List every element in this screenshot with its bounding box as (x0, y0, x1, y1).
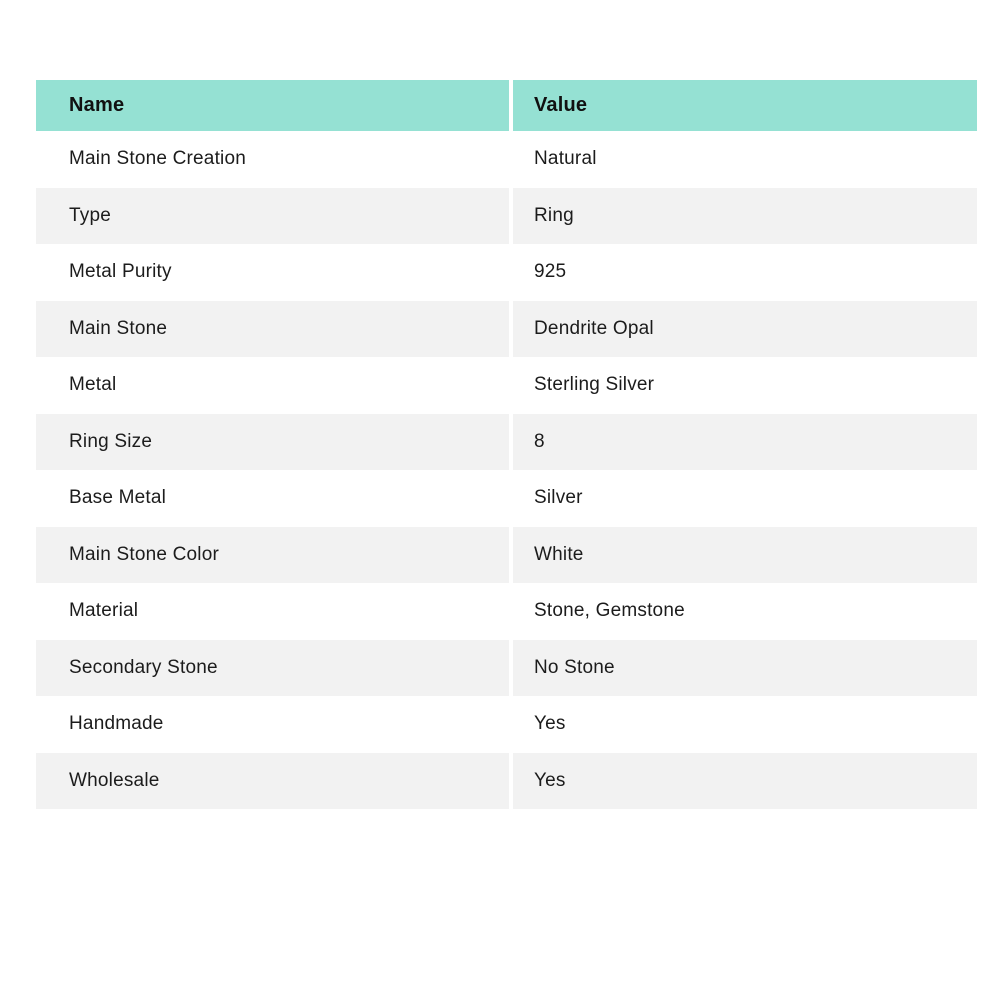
row-value-cell: Stone, Gemstone (513, 583, 977, 640)
row-name-cell: Wholesale (36, 753, 509, 810)
row-name-cell: Handmade (36, 696, 509, 753)
table-row (36, 131, 977, 188)
row-name-cell: Secondary Stone (36, 640, 509, 697)
row-name-cell: Ring Size (36, 414, 509, 471)
row-name-cell: Type (36, 188, 509, 245)
table-row (36, 527, 977, 584)
row-value-cell: 925 (513, 244, 977, 301)
column-header-name: Name (36, 80, 509, 131)
row-name-cell: Main Stone Color (36, 527, 509, 584)
row-value-cell: Silver (513, 470, 977, 527)
table-body (36, 131, 977, 809)
table-row (36, 583, 977, 640)
row-name-cell: Metal (36, 357, 509, 414)
table-row (36, 696, 977, 753)
row-value-cell: Yes (513, 696, 977, 753)
table-row (36, 640, 977, 697)
table-row (36, 188, 977, 245)
row-name-cell: Material (36, 583, 509, 640)
column-header-value: Value (513, 80, 977, 131)
row-value-cell: Yes (513, 753, 977, 810)
row-value-cell: Sterling Silver (513, 357, 977, 414)
product-specs-table (36, 80, 977, 809)
table-row (36, 753, 977, 810)
row-name-cell: Main Stone Creation (36, 131, 509, 188)
row-name-cell: Base Metal (36, 470, 509, 527)
row-value-cell: White (513, 527, 977, 584)
table-row (36, 301, 977, 358)
table-row (36, 357, 977, 414)
row-value-cell: No Stone (513, 640, 977, 697)
row-value-cell: 8 (513, 414, 977, 471)
table-header-row (36, 80, 977, 131)
row-name-cell: Metal Purity (36, 244, 509, 301)
row-value-cell: Natural (513, 131, 977, 188)
table-row (36, 470, 977, 527)
row-value-cell: Dendrite Opal (513, 301, 977, 358)
table-row (36, 414, 977, 471)
row-value-cell: Ring (513, 188, 977, 245)
table-row (36, 244, 977, 301)
row-name-cell: Main Stone (36, 301, 509, 358)
